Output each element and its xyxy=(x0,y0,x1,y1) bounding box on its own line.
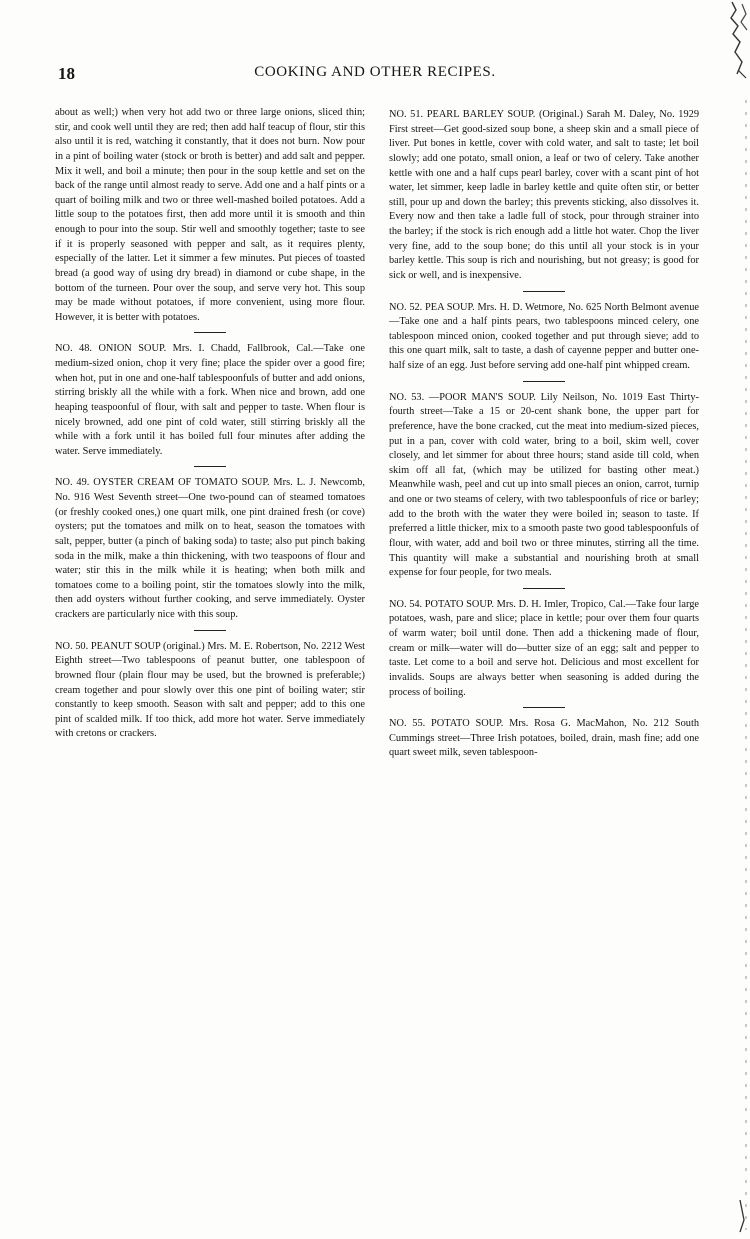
page-number: 18 xyxy=(58,64,75,83)
recipe-peanut-soup: NO. 50. PEANUT SOUP (original.) Mrs. M. E. Robertson, No. 2212 West Eighth street—Two tablespoons of peanut butter, one tablespoon of browned flour (plain flour may be used, but the browned is preferable;) cream together and pour slowly over this one pint of boiling water; stir constantly to keep smooth. Season with salt and pepper; add to this one pint of scalded milk. If too thick, add more hot water. Serve immediately with cretons or crackers. xyxy=(55,640,365,740)
page-edge-ink-mark xyxy=(702,0,750,1239)
recipe-potato-soup-imler: NO. 54. POTATO SOUP. Mrs. D. H. Imler, Tropico, Cal.—Take four large potatoes, wash, pare and slice; place in kettle; pour over them four quarts of warm water; boil until done. Then add a thickening made of flour, cream or milk—water will do—butter size of an egg; salt and pepper to taste. Let come to a boil and serve hot. Delicious and most excellent for invalids. Soups are always better when seasoning is added during the process of boiling. xyxy=(389,598,699,698)
section-divider xyxy=(194,630,226,631)
recipe-oyster-cream-of-tomato-soup: NO. 49. OYSTER CREAM OF TOMATO SOUP. Mrs. L. J. Newcomb, No. 916 West Seventh street—One two-pound can of steamed tomatoes (or freshly cooked ones,) one quart milk, one pint drained fresh (or cove) oysters; put the tomatoes and milk on to heat, season the tomatoes with salt, pepper, butter (a pinch of baking soda) to taste; also put pinch baking soda in the milk, make a thin thickening, with two teaspoons of flour and water; stir this in the milk while it is heating; when both milk and tomatoes come to a boiling point, stir the tomatoes slowly into the milk, then add oysters without further cooking, and serve immediately. Oyster crackers are particularly nice with this soup. xyxy=(55,477,365,620)
recipe-onion-soup: NO. 48. ONION SOUP. Mrs. I. Chadd, Fallbrook, Cal.—Take one medium-sized onion, chop it very fine; place the spider over a good fire; when hot, put in one and one-half tablespoonfuls of butter and add onions, stirring briskly all the while with a fork. When nice and brown, add one heaping teaspoonful of flour, with salt and pepper to taste. When flour is nicely browned, add one pint of cold water, still stirring briskly all the while with a fork until it has boiled full four minutes after adding the water. Serve immediately. xyxy=(55,343,365,457)
recipe-pearl-barley-soup: NO. 51. PEARL BARLEY SOUP. (Original.) Sarah M. Daley, No. 1929 First street—Get good-sized soup bone, a sheep skin and a small piece of liver. Put bones in kettle, cover with cold water, and salt to taste; let boil slowly; add one potato, small onion, a leaf or two of celery. Take another kettle with one and a half cups pearl barley, cover with a scant pint of hot water, let simmer, keep ladle in barley kettle and quite often stir, or better still, pour up and down the barley; this prevents sticking, also dissolves it. Every now and then take a ladle full of stock, pour through strainer into the barley; if the stock is rich enough add a little hot water. Chop the liver very fine, add to the soup bone; do this until all your stock is in your barley kettle. This soup is rich and nourishing, but not greasy; is good for sick or well, and is inexpensive. xyxy=(389,109,699,281)
continuation-paragraph: about as well;) when very hot add two or three large onions, sliced thin; stir, and cook well until they are red; then add half teacup of flour, stir this also until it is red, watching it constantly, that it does not burn. Now pour in a pint of boiling water (stock or broth is better) and add salt and pepper. Mix it well, and boil a minute; then pour in the soup kettle and set on the back of the range until almost ready to serve. Add one and a half pints or a quart of boiling milk and two or three well-mashed boiled potatoes. Add a little soup to the potatoes first, then add more until it is smooth and thin enough to pour into the soup. Stir well and smoothly together; taste to see if it is properly seasoned with pepper and salt, as it requires plenty, especially of the latter. Let it simmer a few minutes. Put pieces of toasted bread (a good way of using dry bread) in diamond or cube shape, in the bottom of the turneen. Pour over the soup, and serve very hot. This soup may be made without potatoes, if more convenient, using more flour. However, it is better with potatoes. xyxy=(55,107,365,323)
section-divider xyxy=(194,466,226,467)
recipe-potato-soup-macmahon: NO. 55. POTATO SOUP. Mrs. Rosa G. MacMahon, No. 212 South Cummings street—Three Irish potatoes, boiled, drain, mash fine; add one quart sweet milk, seven tablespoon- xyxy=(389,718,699,759)
section-divider xyxy=(523,707,565,708)
section-divider xyxy=(523,588,565,589)
section-divider xyxy=(523,381,565,382)
running-head: COOKING AND OTHER RECIPES. xyxy=(254,64,496,80)
recipe-pea-soup: NO. 52. PEA SOUP. Mrs. H. D. Wetmore, No. 625 North Belmont avenue—Take one and a half pints pears, two tablespoons minced celery, one tablespoon minced onion, cooked together and put through sieve; add to this one quart milk, salt to taste, a dash of cayenne pepper and butter one-half size of an egg. Just before serving add one-half pint whipped cream. xyxy=(389,301,699,371)
section-divider xyxy=(523,291,565,292)
right-column xyxy=(389,108,699,761)
left-column xyxy=(55,106,365,742)
section-divider xyxy=(194,332,226,333)
recipe-poor-mans-soup: NO. 53. —POOR MAN'S SOUP. Lily Neilson, No. 1019 East Thirty-fourth street—Take a 15 or 20-cent shank bone, the upper part for preference, have the bone cracked, cut the meat into medium-sized pieces, put in a pan, cover with cold water, bring to a boil, skim well, cover closely, and let simmer for about three hours; stand aside till cold, when skim off all fat, (which may be utilized for basting other meat.) Meanwhile wash, peel and cut up into small pieces an onion, carrot, turnip and one or two steams of celery, with two tablespoonfuls of rice or barley; add to the broth with the water they were boiled in; season to taste. If preferred a little thicker, mix to a smooth paste two good tablespoonfuls of flour, with water, add and boil two or three minutes, stirring all the time. This quantity will make a substantial and nourishing broth at small expense for four people, for two meals. xyxy=(389,391,699,579)
